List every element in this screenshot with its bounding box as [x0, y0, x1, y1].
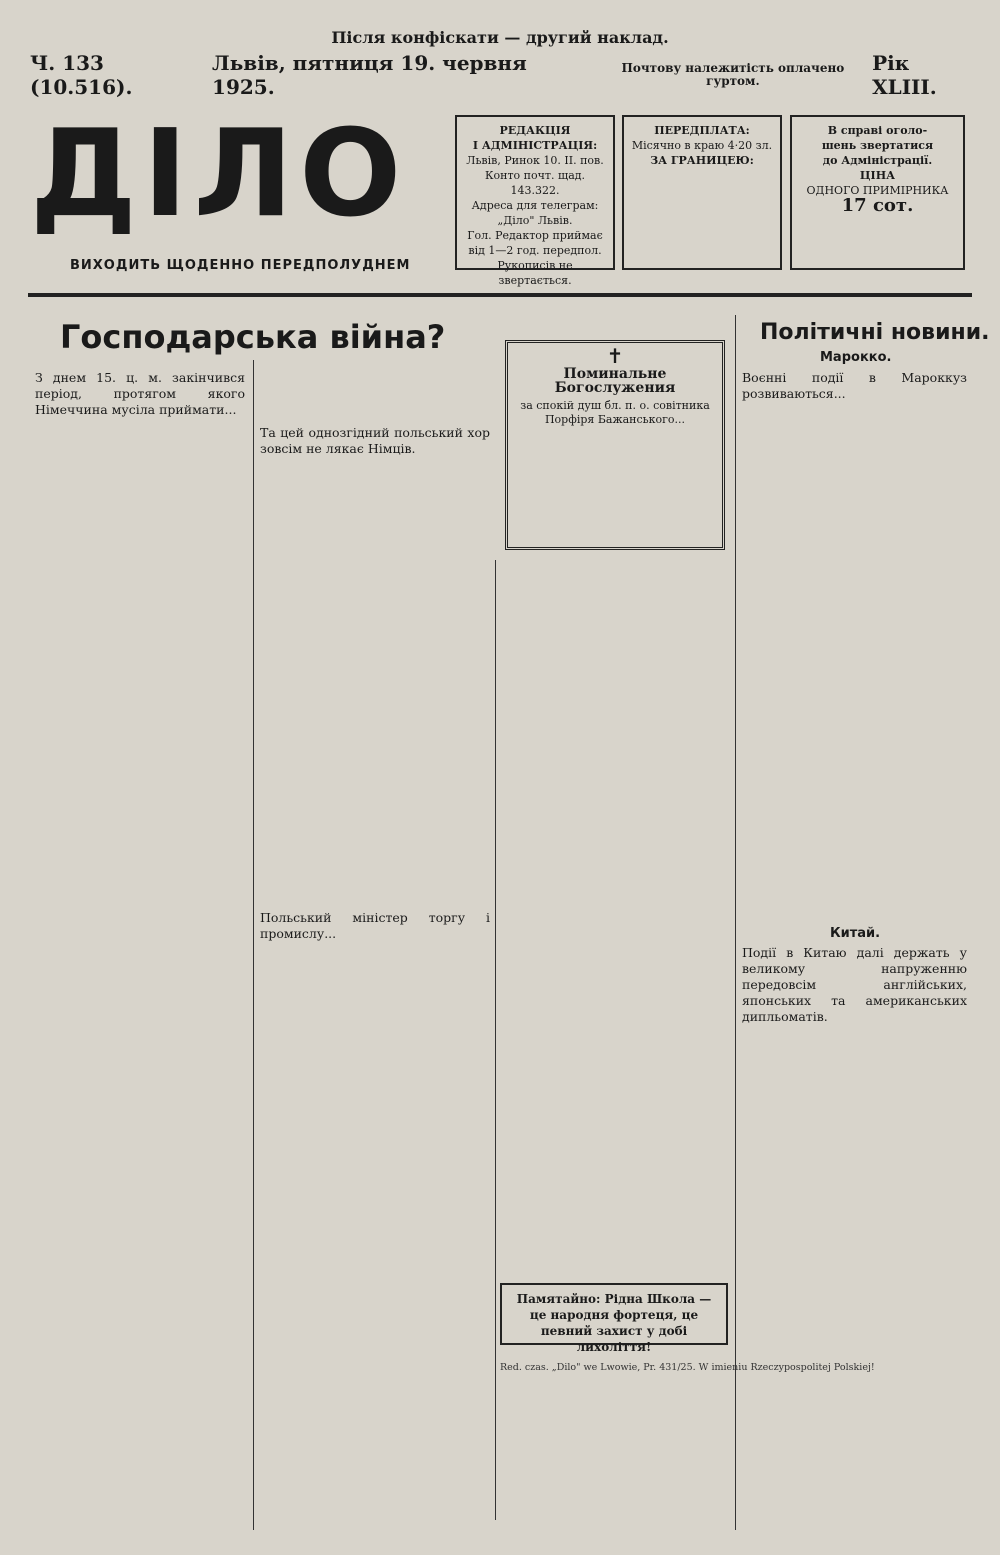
- postal-note: Почтову належитість оплачено гуртом.: [621, 61, 845, 88]
- issue-line: [30, 51, 980, 99]
- ads-price-box: В справі оголо- шень звертатися до Адміністрації. ЦІНА ОДНОГО ПРИМІРНИКА 17 сот.: [790, 115, 965, 270]
- side-headline: Політичні новини.: [760, 320, 990, 345]
- china-text: Події в Китаю далі держать у великому напруженню передовсім англійських, японських та американських дипльоматів.: [742, 945, 967, 1024]
- reprint-note: Після конфіскати — другий наклад.: [331, 28, 669, 47]
- article-col-1: З днем 15. ц. м. закінчився період, протягом якого Німеччина мусіла приймати...: [35, 370, 245, 417]
- masthead-rule: [28, 293, 972, 297]
- article-col-2: Та цей однозгідний польський хор зовсім не лякає Німців.: [260, 425, 490, 456]
- cross-icon: ✝: [606, 344, 624, 368]
- issue-number: Ч. 133 (10.516).: [30, 51, 133, 99]
- morocco-text: Воєнні події в Мароккуз розвиваються...: [742, 370, 967, 401]
- rodna-shkola-ad: Памятайно: Рідна Школа — це народня фортеця, це певний захист у добі лихоліття!: [500, 1283, 728, 1345]
- column-rule: [735, 315, 736, 1530]
- newspaper-subtitle: ВИХОДИТЬ ЩОДЕННО ПЕРЕДПОЛУДНЕМ: [70, 258, 411, 273]
- editorial-box: РЕДАКЦІЯ І АДМІНІСТРАЦІЯ: Львів, Ринок 10. II. пов. Конто почт. щад. 143.322. Адреса для телеграм: „Діло" Львів. Гол. Редактор приймає від 1—2 год. передпол. Рукописів не звертається.: [455, 115, 615, 270]
- newspaper-title: ДІЛО: [30, 105, 408, 244]
- year: Рік XLIII.: [872, 51, 937, 99]
- section-china: Китай.: [830, 926, 881, 941]
- column-rule: [253, 360, 254, 1530]
- main-headline: Господарська війна?: [60, 318, 446, 356]
- legal-notice: Red. czas. „Dilo" we Lwowie, Pr. 431/25. W imieniu Rzeczypospolitej Polskiej!: [500, 1362, 875, 1373]
- place-date: Львів, пятниця 19. червня 1925.: [212, 51, 527, 99]
- memorial-notice: ✝ Поминальне Богослужения за спокій душ бл. п. о. совітника Порфіря Бажанського...: [505, 340, 725, 550]
- section-morocco: Марокко.: [820, 350, 892, 365]
- article-col-3: Польський міністер торгу і промислу...: [260, 910, 490, 941]
- column-rule: [495, 560, 496, 1520]
- subscription-box: ПЕРЕДПЛАТА: Місячно в краю 4·20 зл. ЗА ГРАНИЦЕЮ:: [622, 115, 782, 270]
